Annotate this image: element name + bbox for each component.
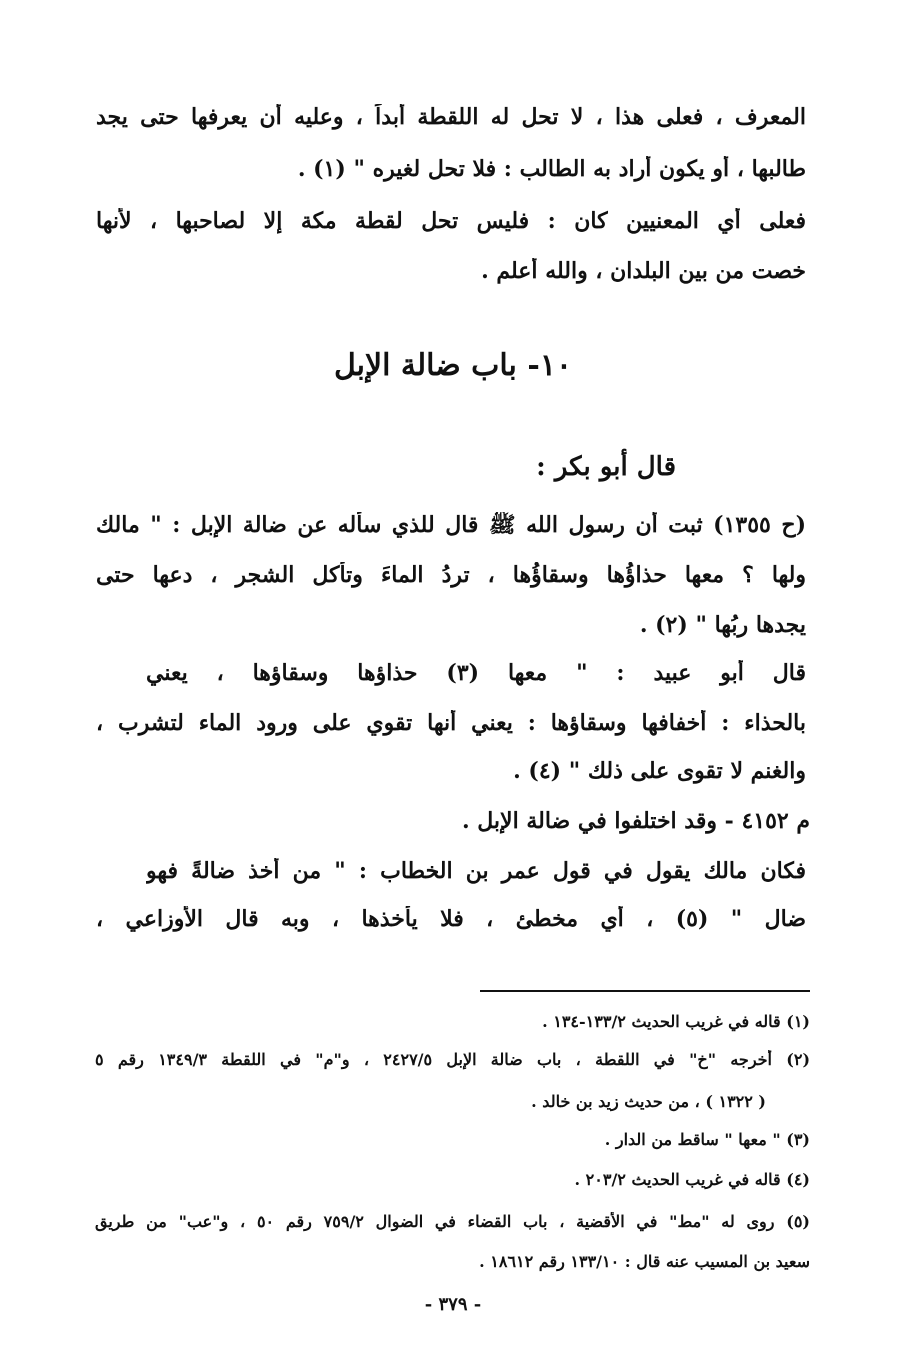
hadith-text-line: (ح ١٣٥٥) ثبت أن رسول الله ﷺ قال للذي سأله عن ضالة الإبل : " مالك — [96, 512, 806, 538]
body-text-line: المعرف ، فعلى هذا ، لا تحل له اللقطة أبداً ، وعليه أن يعرفها حتى يجد — [96, 104, 806, 130]
speaker-heading: قال أبو بكر : — [536, 452, 676, 482]
body-text-line: فكان مالك يقول في قول عمر بن الخطاب : " من أخذ ضالةً فهو — [146, 858, 806, 884]
hadith-text-line: يجدها ربُها " (٢) . — [639, 612, 806, 638]
footnote-line: (٣) " معها " ساقط من الدار . — [604, 1130, 810, 1149]
body-text-line: ضال " (٥) ، أي مخطئ ، فلا يأخذها ، وبه قال الأوزاعي ، — [96, 906, 806, 932]
commentary-text-line: والغنم لا تقوى على ذلك " (٤) . — [513, 758, 806, 784]
footnote-line: (٥) روى له "مط" في الأقضية ، باب القضاء في الضوال ٧٥٩/٢ رقم ٥٠ ، و"عب" من طريق — [95, 1212, 810, 1231]
commentary-text-line: قال أبو عبيد : " معها (٣) حذاؤها وسقاؤها ، يعني — [146, 660, 806, 686]
body-text-line: فعلى أي المعنيين كان : فليس تحل لقطة مكة إلا لصاحبها ، لأنها — [96, 208, 806, 234]
footnote-separator — [480, 990, 810, 992]
footnote-line: (١) قاله في غريب الحديث ١٣٣/٢-١٣٤ . — [542, 1012, 810, 1031]
commentary-text-line: بالحذاء : أخفافها وسقاؤها : يعني أنها تقوي على ورود الماء لتشرب ، — [96, 710, 806, 736]
issue-text-line: م ٤١٥٢ - وقد اختلفوا في ضالة الإبل . — [461, 808, 810, 834]
body-text-line: طالبها ، أو يكون أراد به الطالب : فلا تحل لغيره " (١) . — [297, 156, 806, 182]
page-number: - ٣٧٩ - — [424, 1294, 482, 1315]
chapter-heading: ١٠- باب ضالة الإبل — [333, 348, 573, 383]
footnote-line: سعيد بن المسيب عنه قال : ١٣٣/١٠ رقم ١٨٦١٢ . — [479, 1252, 810, 1271]
body-text-line: خصت من بين البلدان ، والله أعلم . — [481, 258, 806, 284]
hadith-text-line: ولها ؟ معها حذاؤُها وسقاؤُها ، تردُ الماءَ وتأكل الشجر ، دعها حتى — [96, 562, 806, 588]
footnote-line: (٤) قاله في غريب الحديث ٢٠٣/٢ . — [574, 1170, 810, 1189]
footnote-line: (٢) أخرجه "خ" في اللقطة ، باب ضالة الإبل ٢٤٢٧/٥ ، و"م" في اللقطة ١٣٤٩/٣ رقم ٥ — [95, 1050, 810, 1069]
footnote-line: ( ١٣٢٢ ) ، من حديث زيد بن خالد . — [531, 1092, 766, 1111]
